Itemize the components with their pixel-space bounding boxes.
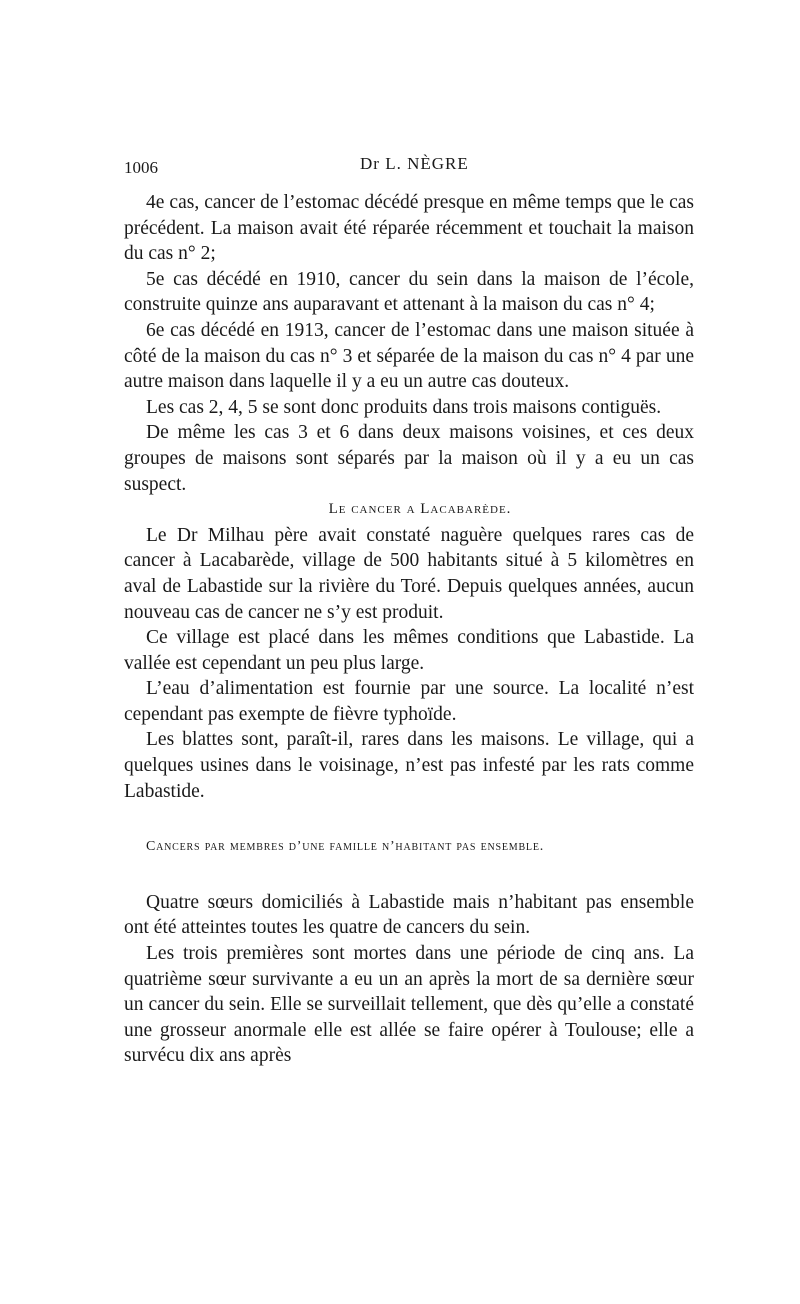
paragraph: Les trois premières sont mortes dans une période de cinq ans. La quatrième sœur survivante a eu un an après la mort de sa dernière sœur un cancer du sein. Elle se surveillait tellement, que dès qu’elle a constaté une grosseur anormale elle est allée se faire opérer à Toulouse; elle a survécu dix ans après — [124, 943, 694, 1067]
paragraph: Les blattes sont, paraît-il, rares dans les maisons. Le village, qui a quelques usines dans le voisinage, n’est pas infesté par les rats comme Labastide. — [124, 729, 694, 802]
page-number: 1006 — [124, 158, 158, 177]
paragraph: De même les cas 3 et 6 dans deux maisons voisines, et ces deux groupes de maisons sont séparés par la maison où il y a eu un cas suspect. — [124, 422, 694, 495]
running-head: Dr L. NÈGRE — [360, 154, 469, 173]
page — [124, 150, 694, 1069]
paragraph: Le Dr Milhau père avait constaté naguère quelques rares cas de cancer à Lacabarède, village de 500 habitants situé à 5 kilomètres en aval de Labastide sur la rivière du Toré. Depuis quelques années, aucun nouveau cas de cancer ne s’y est produit. — [124, 524, 694, 623]
body-text — [124, 190, 694, 1069]
paragraph: Les cas 2, 4, 5 se sont donc produits dans trois maisons contiguës. — [146, 396, 662, 418]
paragraph: 5e cas décédé en 1910, cancer du sein dans la maison de l’école, construite quinze ans auparavant et attenant à la maison du cas n° 4; — [124, 268, 694, 316]
paragraph: 4e cas, cancer de l’estomac décédé presque en même temps que le cas précédent. La maison avait été réparée récemment et touchait la maison du cas n° 2; — [124, 192, 694, 265]
paragraph: Ce village est placé dans les mêmes conditions que Labastide. La vallée est cependant un peu plus large. — [124, 627, 694, 674]
paragraph: 6e cas décédé en 1913, cancer de l’estomac dans une maison située à côté de la maison du cas n° 3 et séparée de la maison du cas n° 4 par une autre maison dans laquelle il y a eu un autre cas douteux. — [124, 319, 694, 393]
paragraph: Quatre sœurs domiciliés à Labastide mais n’habitant pas ensemble ont été atteintes toutes les quatre de cancers du sein. — [124, 891, 694, 939]
paragraph: L’eau d’alimentation est fournie par une source. La localité n’est cependant pas exempte de fièvre typhoïde. — [124, 678, 694, 725]
page-header — [124, 150, 694, 190]
section-title: Le cancer a Lacabarède. — [328, 501, 512, 518]
section-title: Cancers par membres d’une famille n’habitant pas ensemble. — [146, 839, 545, 855]
